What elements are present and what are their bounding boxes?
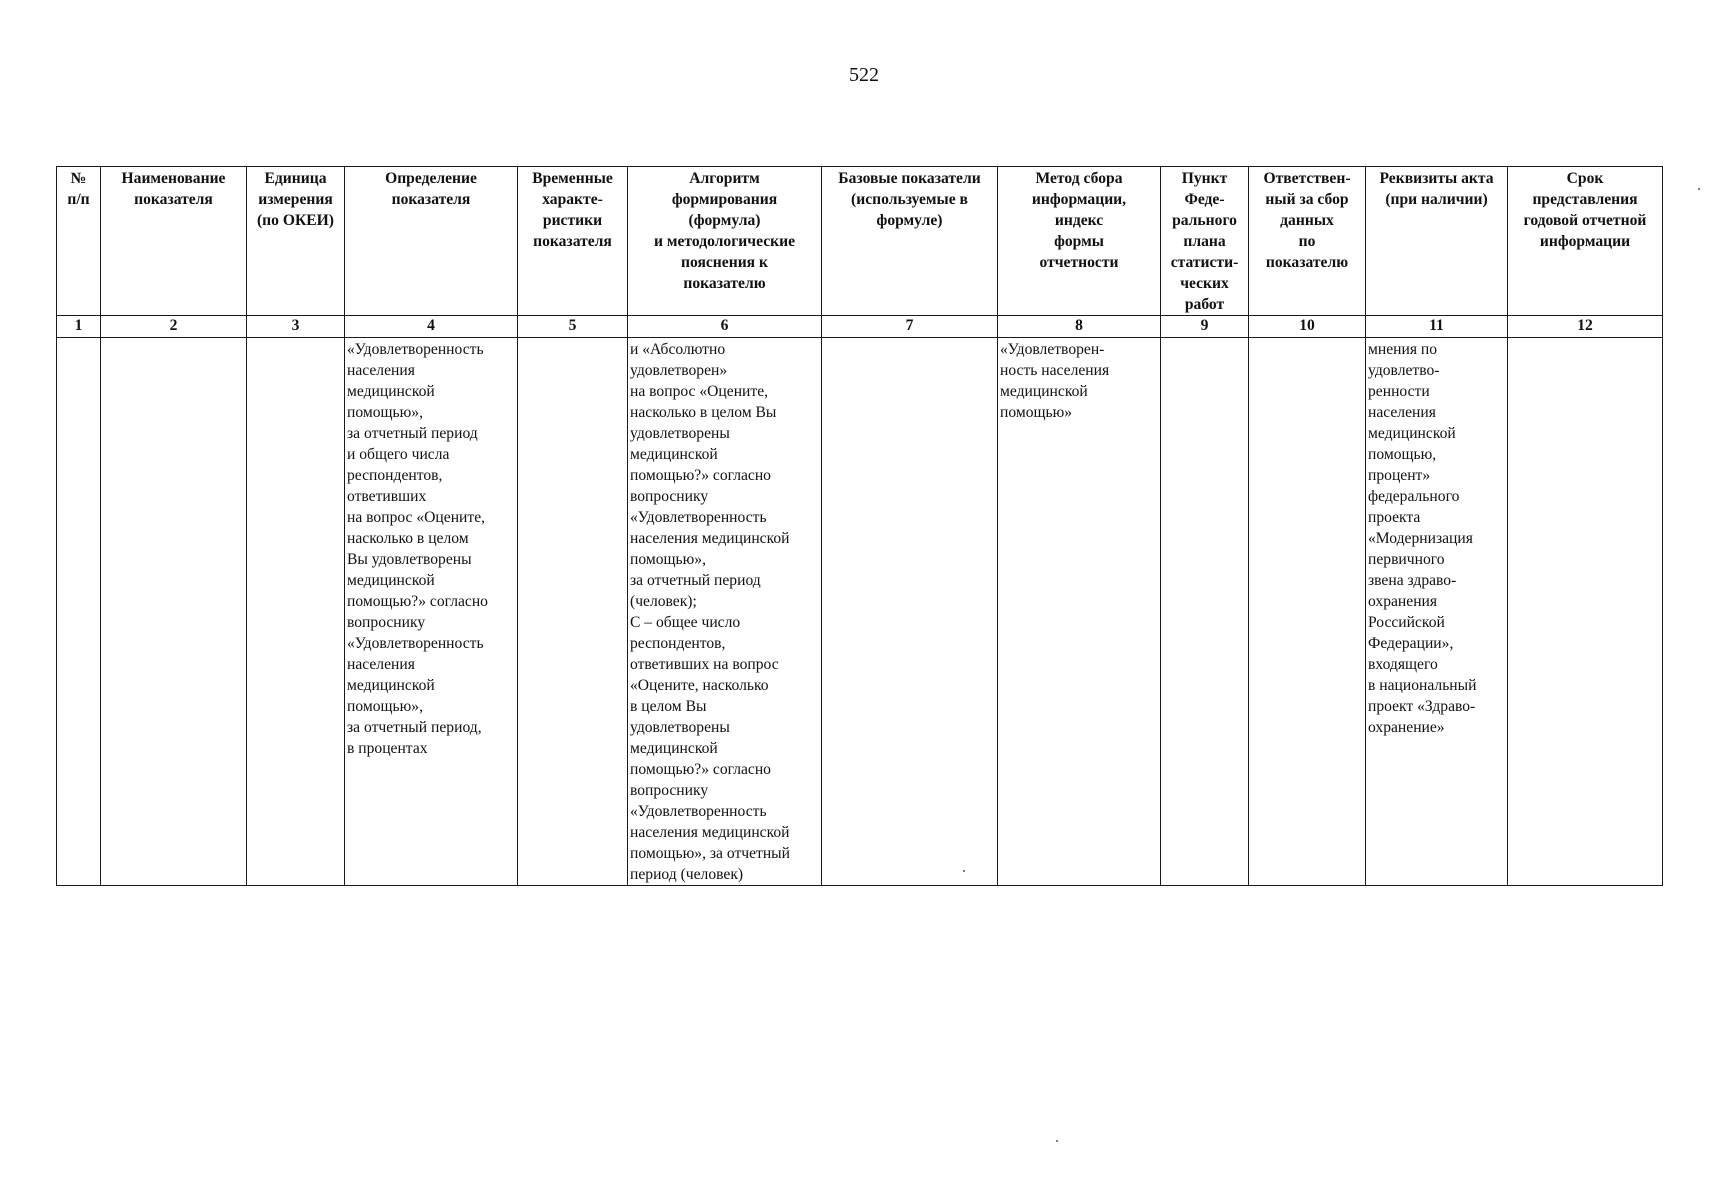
responsible-cell xyxy=(1249,338,1366,886)
header-cell: Базовые показатели (используемые в формуле) xyxy=(822,167,998,316)
column-number: 6 xyxy=(628,316,822,338)
federal-plan-item-cell xyxy=(1161,338,1249,886)
header-cell: Определение показателя xyxy=(345,167,518,316)
table-header-row xyxy=(57,167,1663,316)
scan-speck xyxy=(963,870,965,872)
act-details-cell: мнения по удовлетво- ренности населения медицинской помощью, процент» федерального проекта «Модернизация первичного звена здраво- охранения Российской Федерации», входящего в национальный проект «Здраво- охранение» xyxy=(1366,338,1508,886)
column-number: 8 xyxy=(998,316,1161,338)
column-number: 5 xyxy=(518,316,628,338)
column-number: 9 xyxy=(1161,316,1249,338)
deadline-cell xyxy=(1508,338,1663,886)
header-cell: Ответствен- ный за сбор данных по показателю xyxy=(1249,167,1366,316)
unit-cell xyxy=(247,338,345,886)
column-number: 4 xyxy=(345,316,518,338)
base-indicators-cell xyxy=(822,338,998,886)
algorithm-cell: и «Абсолютно удовлетворен» на вопрос «Оцените, насколько в целом Вы удовлетворены медицинской помощью?» согласно вопроснику «Удовлетворенность населения медицинской помощью», за отчетный период (человек); С – общее число респондентов, ответивших на вопрос «Оцените, насколько в целом Вы удовлетворены медицинской помощью?» согласно вопроснику «Удовлетворенность населения медицинской помощью», за отчетный период (человек) xyxy=(628,338,822,886)
collection-method-cell: «Удовлетворен- ность населения медицинской помощью» xyxy=(998,338,1161,886)
table-row xyxy=(57,338,1663,886)
column-number: 7 xyxy=(822,316,998,338)
indicator-table xyxy=(56,166,1663,886)
page-number: 522 xyxy=(849,64,879,86)
column-number: 2 xyxy=(101,316,247,338)
header-cell: Временные характе- ристики показателя xyxy=(518,167,628,316)
scan-speck xyxy=(1698,188,1700,190)
header-cell: Наименование показателя xyxy=(101,167,247,316)
indicator-name-cell xyxy=(101,338,247,886)
column-number: 11 xyxy=(1366,316,1508,338)
header-cell: Пункт Феде- рального плана статисти- ческих работ xyxy=(1161,167,1249,316)
scan-speck xyxy=(1056,1140,1058,1142)
header-cell: Алгоритм формирования (формула) и методологические пояснения к показателю xyxy=(628,167,822,316)
header-cell: Реквизиты акта (при наличии) xyxy=(1366,167,1508,316)
column-number: 12 xyxy=(1508,316,1663,338)
header-cell: Метод сбора информации, индекс формы отчетности xyxy=(998,167,1161,316)
row-number-cell xyxy=(57,338,101,886)
column-number: 1 xyxy=(57,316,101,338)
header-cell: Единица измерения (по ОКЕИ) xyxy=(247,167,345,316)
time-characteristics-cell xyxy=(518,338,628,886)
column-number: 3 xyxy=(247,316,345,338)
header-cell: № п/п xyxy=(57,167,101,316)
column-number-row xyxy=(57,316,1663,338)
header-cell: Срок представления годовой отчетной информации xyxy=(1508,167,1663,316)
column-number: 10 xyxy=(1249,316,1366,338)
definition-cell: «Удовлетворенность населения медицинской помощью», за отчетный период и общего числа респондентов, ответивших на вопрос «Оцените, насколько в целом Вы удовлетворены медицинской помощью?» согласно вопроснику «Удовлетворенность населения медицинской помощью», за отчетный период, в процентах xyxy=(345,338,518,886)
